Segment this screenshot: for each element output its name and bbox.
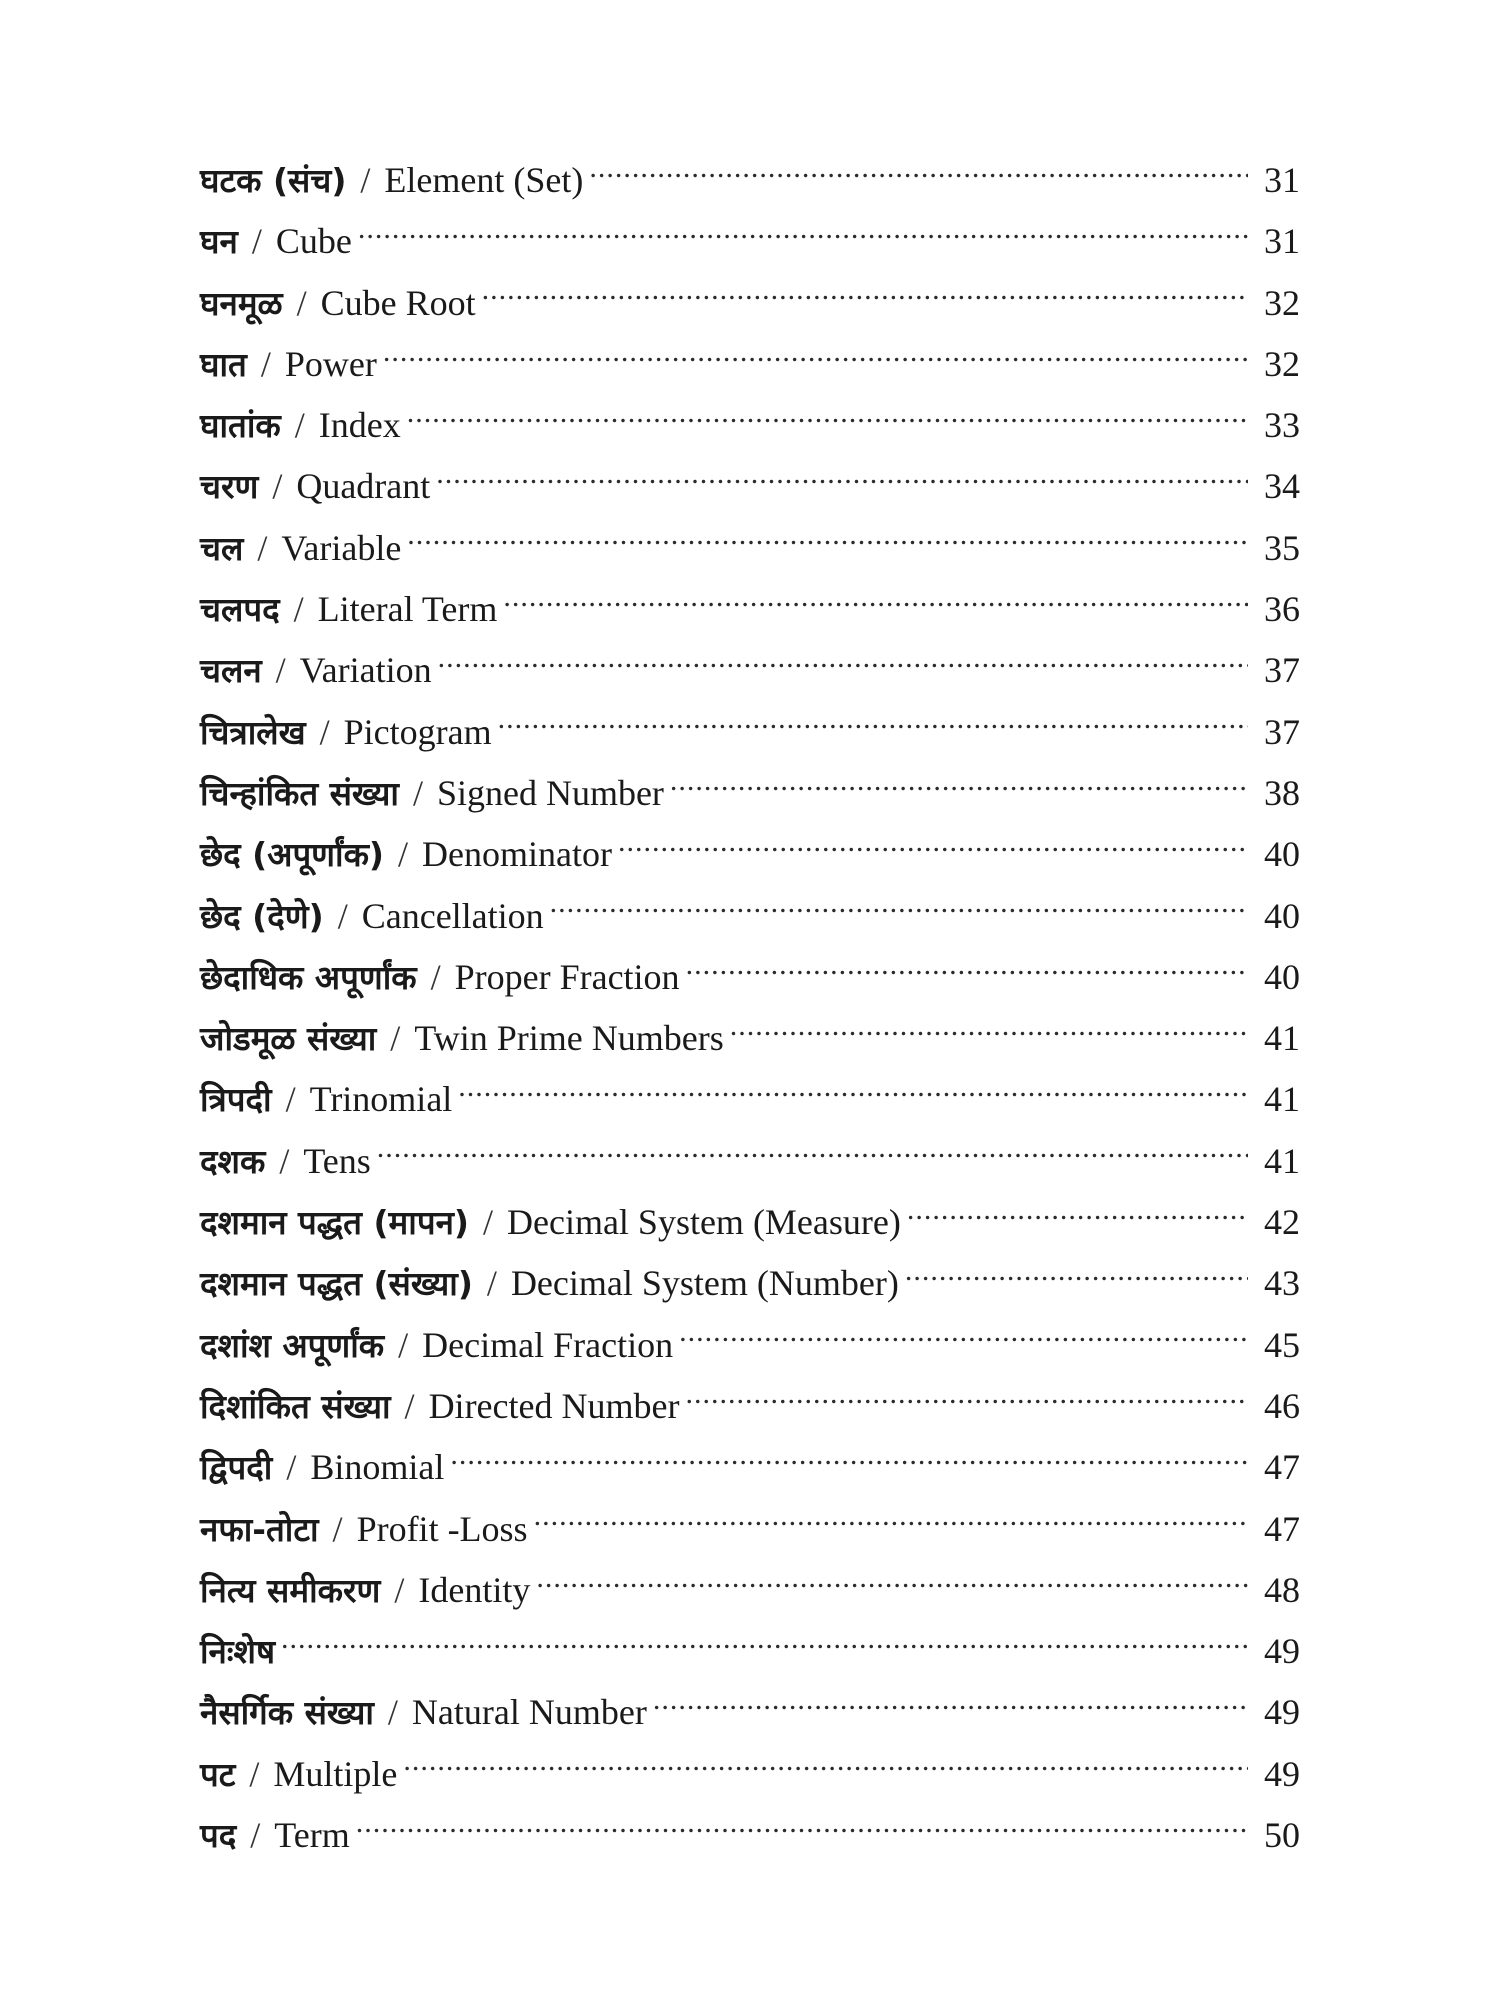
- page-number: 32: [1264, 282, 1300, 323]
- marathi-term: निःशेष: [200, 1632, 276, 1672]
- english-term: Multiple: [273, 1753, 398, 1794]
- english-term: Identity: [418, 1569, 531, 1610]
- marathi-term: छेद (देणे): [200, 896, 324, 936]
- term-separator: /: [275, 650, 286, 691]
- english-term: Trinomial: [309, 1079, 453, 1120]
- toc-entry: [200, 886, 1300, 947]
- page-number: 32: [1264, 343, 1300, 384]
- term-separator: /: [404, 1385, 415, 1426]
- dot-leader: [550, 892, 1248, 928]
- term-separator: /: [430, 956, 441, 997]
- dot-leader: [670, 769, 1248, 805]
- page-number: 36: [1264, 589, 1300, 630]
- page-number: 50: [1264, 1815, 1300, 1856]
- toc-entry: [200, 579, 1300, 640]
- term-separator: /: [412, 772, 423, 813]
- marathi-term: चित्रालेख: [200, 712, 306, 752]
- page-number: 41: [1264, 1079, 1300, 1120]
- page-number: 38: [1264, 772, 1300, 813]
- marathi-term: घन: [200, 222, 238, 262]
- marathi-term: त्रिपदी: [200, 1080, 272, 1120]
- dot-leader: [730, 1014, 1248, 1050]
- dot-leader: [482, 279, 1248, 315]
- term-separator: /: [398, 834, 409, 875]
- dot-leader: [907, 1198, 1248, 1234]
- marathi-term: दशमान पद्धत (मापन): [200, 1203, 469, 1243]
- dot-leader: [383, 340, 1248, 376]
- toc-entry: [200, 1376, 1300, 1437]
- page-number: 42: [1264, 1202, 1300, 1243]
- english-term: Denominator: [422, 834, 612, 875]
- english-term: Quadrant: [296, 466, 431, 507]
- page-number: 40: [1264, 895, 1300, 936]
- toc-entry: [200, 1253, 1300, 1314]
- marathi-term: घनमूळ: [200, 283, 283, 323]
- marathi-term: जोडमूळ संख्या: [200, 1019, 377, 1059]
- page-number: 49: [1264, 1631, 1300, 1672]
- marathi-term: नैसर्गिक संख्या: [200, 1693, 374, 1733]
- english-term: Element (Set): [384, 160, 584, 200]
- dot-leader: [281, 1627, 1248, 1663]
- page-number: 45: [1264, 1324, 1300, 1365]
- term-separator: /: [360, 160, 371, 200]
- page-number: 37: [1264, 650, 1300, 691]
- dot-leader: [458, 1075, 1248, 1111]
- page-number: 47: [1264, 1508, 1300, 1549]
- dot-leader: [503, 585, 1248, 621]
- marathi-term: दशमान पद्धत (संख्या): [200, 1264, 473, 1304]
- toc-entry: [200, 1560, 1300, 1621]
- marathi-term: घटक (संच): [200, 161, 347, 200]
- toc-entry: [200, 1069, 1300, 1130]
- dot-leader: [685, 1382, 1248, 1418]
- toc-entry: [200, 1744, 1300, 1805]
- toc-entry: [200, 518, 1300, 579]
- marathi-term: चल: [200, 528, 244, 568]
- dot-leader: [407, 524, 1248, 560]
- term-separator: /: [257, 527, 268, 568]
- marathi-term: दशांश अपूर्णांक: [200, 1325, 385, 1365]
- marathi-term: नित्य समीकरण: [200, 1570, 381, 1610]
- term-separator: /: [272, 466, 283, 507]
- english-term: Directed Number: [428, 1385, 680, 1426]
- toc-entry: [200, 1008, 1300, 1069]
- term-separator: /: [398, 1324, 409, 1365]
- term-separator: /: [251, 221, 262, 262]
- english-term: Cube: [275, 221, 352, 262]
- english-term: Literal Term: [317, 589, 498, 630]
- marathi-term: पद: [200, 1816, 237, 1856]
- toc-entry: [200, 1499, 1300, 1560]
- term-separator: /: [260, 343, 271, 384]
- table-of-contents: [200, 150, 1300, 1866]
- english-term: Cube Root: [320, 282, 476, 323]
- term-separator: /: [294, 405, 305, 446]
- toc-entry: [200, 150, 1300, 211]
- toc-entry: [200, 211, 1300, 272]
- marathi-term: घातांक: [200, 406, 281, 446]
- dot-leader: [534, 1505, 1248, 1541]
- term-separator: /: [296, 282, 307, 323]
- toc-entry: [200, 334, 1300, 395]
- marathi-term: छेद (अपूर्णांक): [200, 835, 385, 875]
- toc-entry: [200, 1682, 1300, 1743]
- term-separator: /: [486, 1263, 497, 1304]
- english-term: Variable: [281, 527, 402, 568]
- dot-leader: [686, 953, 1248, 989]
- term-separator: /: [482, 1202, 493, 1243]
- dot-leader: [679, 1321, 1248, 1357]
- page-number: 43: [1264, 1263, 1300, 1304]
- dot-leader: [589, 156, 1248, 192]
- marathi-term: चिन्हांकित संख्या: [200, 773, 399, 813]
- term-separator: /: [279, 1140, 290, 1181]
- toc-entry: [200, 640, 1300, 701]
- toc-entry: [200, 1437, 1300, 1498]
- dot-leader: [436, 462, 1248, 498]
- marathi-term: नफा-तोटा: [200, 1509, 319, 1549]
- page-number: 33: [1264, 405, 1300, 446]
- toc-entry: [200, 1315, 1300, 1376]
- marathi-term: द्विपदी: [200, 1448, 273, 1488]
- english-term: Variation: [299, 650, 432, 691]
- english-term: Power: [284, 343, 377, 384]
- term-separator: /: [390, 1018, 401, 1059]
- term-separator: /: [332, 1508, 343, 1549]
- page-number: 41: [1264, 1140, 1300, 1181]
- toc-entry: [200, 1192, 1300, 1253]
- toc-entry: [200, 824, 1300, 885]
- page-number: 48: [1264, 1569, 1300, 1610]
- term-separator: /: [249, 1753, 260, 1794]
- toc-entry: [200, 1131, 1300, 1192]
- english-term: Signed Number: [436, 772, 664, 813]
- term-separator: /: [285, 1079, 296, 1120]
- english-term: Natural Number: [411, 1692, 647, 1733]
- page-number: 35: [1264, 527, 1300, 568]
- term-separator: /: [319, 711, 330, 752]
- dot-leader: [905, 1259, 1248, 1295]
- page-number: 31: [1264, 221, 1300, 262]
- english-term: Tens: [303, 1140, 371, 1181]
- page-number: 49: [1264, 1753, 1300, 1794]
- marathi-term: दिशांकित संख्या: [200, 1386, 391, 1426]
- english-term: Cancellation: [361, 895, 544, 936]
- term-separator: /: [387, 1692, 398, 1733]
- dot-leader: [498, 708, 1248, 744]
- english-term: Decimal Fraction: [422, 1324, 674, 1365]
- toc-entry: [200, 763, 1300, 824]
- page-number: 31: [1264, 160, 1300, 200]
- dot-leader: [377, 1137, 1248, 1173]
- english-term: Term: [274, 1815, 350, 1856]
- marathi-term: चरण: [200, 467, 259, 507]
- marathi-term: चलपद: [200, 590, 280, 630]
- english-term: Decimal System (Measure): [506, 1202, 901, 1243]
- toc-entry: [200, 456, 1300, 517]
- term-separator: /: [250, 1815, 261, 1856]
- page-number: 37: [1264, 711, 1300, 752]
- marathi-term: चलन: [200, 651, 262, 691]
- page-number: 40: [1264, 834, 1300, 875]
- toc-entry: [200, 1621, 1300, 1682]
- term-separator: /: [394, 1569, 405, 1610]
- term-separator: /: [286, 1447, 297, 1488]
- page-number: 40: [1264, 956, 1300, 997]
- toc-entry: [200, 702, 1300, 763]
- marathi-term: छेदाधिक अपूर्णांक: [200, 957, 417, 997]
- page-number: 47: [1264, 1447, 1300, 1488]
- toc-entry: [200, 273, 1300, 334]
- page-number: 49: [1264, 1692, 1300, 1733]
- english-term: Proper Fraction: [454, 956, 680, 997]
- english-term: Index: [318, 405, 401, 446]
- toc-entry: [200, 947, 1300, 1008]
- term-separator: /: [293, 589, 304, 630]
- dot-leader: [653, 1688, 1248, 1724]
- dot-leader: [358, 217, 1248, 253]
- toc-entry: [200, 1805, 1300, 1866]
- dot-leader: [536, 1566, 1248, 1602]
- dot-leader: [618, 830, 1248, 866]
- english-term: Profit -Loss: [356, 1508, 528, 1549]
- english-term: Pictogram: [343, 711, 492, 752]
- toc-entry: [200, 395, 1300, 456]
- english-term: Binomial: [310, 1447, 445, 1488]
- marathi-term: घात: [200, 344, 247, 384]
- page-number: 46: [1264, 1385, 1300, 1426]
- dot-leader: [403, 1750, 1248, 1786]
- dot-leader: [438, 646, 1248, 682]
- marathi-term: दशक: [200, 1141, 266, 1181]
- english-term: Twin Prime Numbers: [414, 1018, 724, 1059]
- dot-leader: [450, 1443, 1248, 1479]
- page-number: 41: [1264, 1018, 1300, 1059]
- dot-leader: [407, 401, 1248, 437]
- dot-leader: [356, 1811, 1248, 1847]
- term-separator: /: [337, 895, 348, 936]
- marathi-term: पट: [200, 1754, 236, 1794]
- english-term: Decimal System (Number): [510, 1263, 899, 1304]
- page-number: 34: [1264, 466, 1300, 507]
